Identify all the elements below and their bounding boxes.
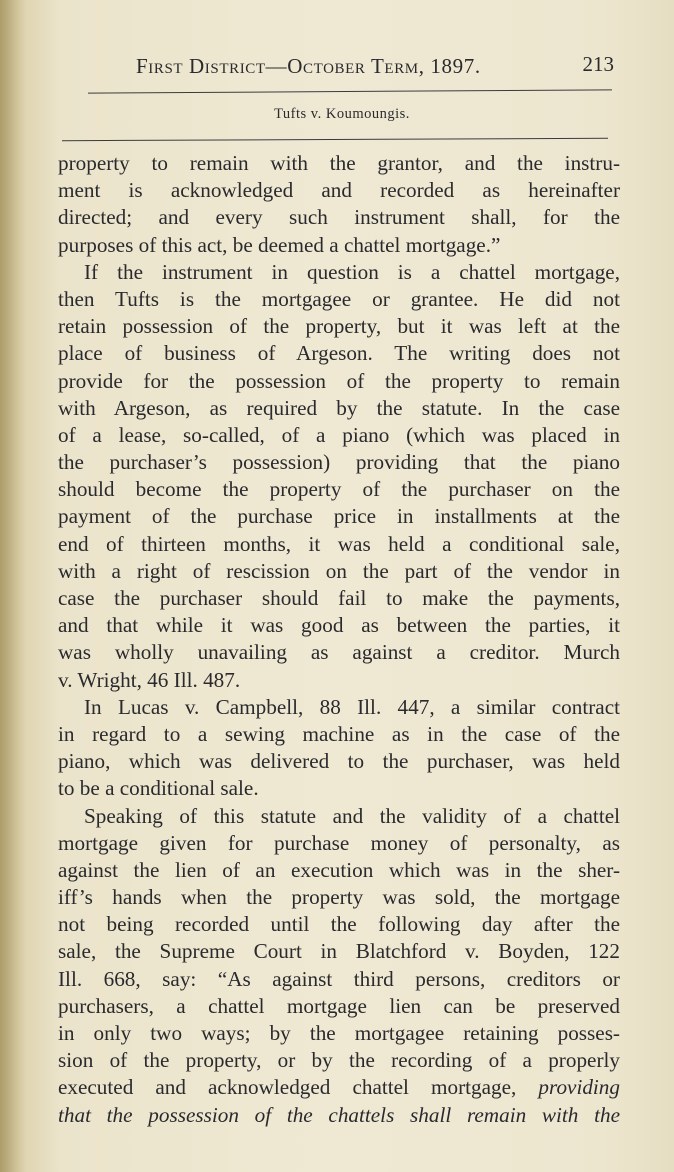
text-line: with a right of rescission on the part of the vendor in — [58, 558, 620, 583]
text-line-mixed — [58, 1074, 620, 1101]
text-line: to be a conditional sale. — [58, 776, 259, 801]
text-line: directed; and every such instrument shall, for the — [58, 205, 620, 230]
text-line: v. Wright, 46 Ill. 487. — [58, 667, 241, 692]
text-line: end of thirteen months, it was held a conditional sale, — [58, 531, 620, 556]
running-head — [136, 50, 620, 84]
text-line: Ill. 668, say: “As against third persons, creditors or — [58, 966, 620, 991]
caption-rule — [62, 138, 608, 141]
gutter-shadow — [0, 0, 26, 1172]
text-line: purposes of this act, be deemed a chattel mortgage.” — [58, 232, 501, 257]
text-line: provide for the possession of the property to remain — [58, 368, 620, 393]
text-line: in only two ways; by the mortgagee retaining posses- — [58, 1021, 620, 1045]
text-line: place of business of Argeson. The writing does not — [58, 341, 620, 366]
case-caption: Tufts v. Koumoungis. — [274, 106, 410, 122]
paragraph-start-line: Speaking of this statute and the validity of a chattel — [84, 803, 620, 828]
running-title: First District—October Term, 1897. — [136, 54, 481, 78]
text-line: mortgage given for purchase money of personalty, as — [58, 830, 620, 855]
text-line: not being recorded until the following day after the — [58, 912, 620, 937]
text-line: piano, which was delivered to the purchaser, was held — [58, 749, 620, 774]
text-line: with Argeson, as required by the statute. In the case — [58, 395, 620, 420]
italic-phrase: providing — [538, 1075, 620, 1100]
text-line: of a lease, so-called, of a piano (which was placed in — [58, 422, 620, 447]
italic-phrase: that the possession of the chattels shall remain with the — [58, 1102, 620, 1127]
text-line: was wholly unavailing as against a creditor. Murch — [58, 640, 620, 665]
header-rule — [88, 89, 612, 93]
text-line: purchasers, a chattel mortgage lien can be preserved — [58, 993, 620, 1018]
page-number: 213 — [582, 52, 614, 76]
text-line: sale, the Supreme Court in Blatchford v. Boyden, 122 — [58, 939, 620, 964]
paragraph-start-line: If the instrument in question is a chattel mortgage, — [84, 259, 620, 284]
text-line: payment of the purchase price in installments at the — [58, 504, 620, 529]
text-line: and that while it was good as between the parties, it — [58, 613, 620, 638]
text-line: in regard to a sewing machine as in the case of the — [58, 721, 620, 746]
body-text — [58, 150, 620, 1129]
text-line: ment is acknowledged and recorded as hereinafter — [58, 178, 620, 203]
text-line: the purchaser’s possession) providing that the piano — [58, 450, 620, 475]
text-line: case the purchaser should fail to make the payments, — [58, 586, 620, 610]
paragraph-start-line: In Lucas v. Campbell, 88 Ill. 447, a similar contract — [84, 694, 620, 719]
text-line: property to remain with the grantor, and the instru- — [58, 151, 620, 175]
text-line: then Tufts is the mortgagee or grantee. He did not — [58, 286, 620, 311]
text-line: should become the property of the purchaser on the — [58, 477, 620, 502]
text-line: against the lien of an execution which was in the sher- — [58, 857, 620, 882]
text-line-italic — [58, 1102, 620, 1129]
text-line: sion of the property, or by the recording of a properly — [58, 1048, 620, 1073]
text-line: iff’s hands when the property was sold, the mortgage — [58, 885, 620, 910]
text-line: retain possession of the property, but it was left at the — [58, 314, 620, 339]
text-line-roman: executed and acknowledged chattel mortgage, — [58, 1075, 517, 1100]
